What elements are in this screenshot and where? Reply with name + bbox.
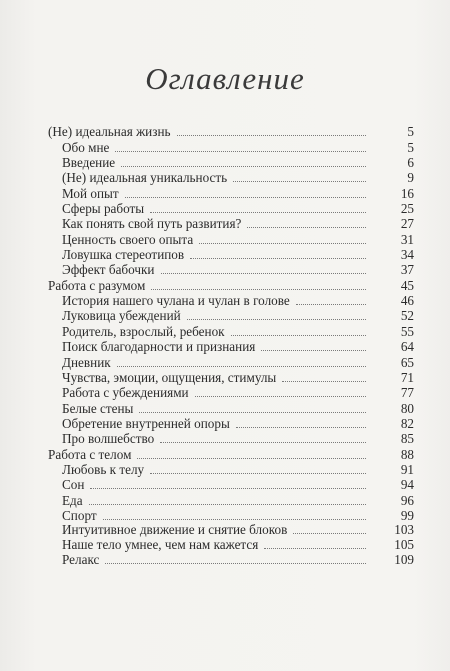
- toc-section: [0, 124, 450, 139]
- dot-leader: [161, 272, 367, 274]
- dot-leader: [261, 349, 366, 351]
- dot-leader: [137, 457, 366, 459]
- toc-page-number: 45: [400, 277, 414, 293]
- toc-page-number: 71: [400, 369, 414, 385]
- dot-leader: [264, 547, 366, 549]
- toc-entry-title: Чувства, эмоции, ощущения, стимулы: [62, 369, 277, 385]
- toc-entry: [0, 492, 450, 507]
- toc-entry-title: Мой опыт: [62, 185, 119, 201]
- toc-page-number: 9: [407, 170, 414, 186]
- toc-entry-title: Родитель, взрослый, ребенок: [62, 323, 225, 339]
- toc-page-number: 55: [400, 323, 414, 339]
- toc-entry-title: Обретение внутренней опоры: [62, 415, 230, 431]
- toc-page-number: 82: [400, 415, 414, 431]
- toc-entry-title: Работа с убеждениями: [62, 385, 189, 401]
- toc-entry-title: Поиск благодарности и признания: [62, 339, 256, 355]
- toc-entry: [0, 216, 450, 231]
- toc-page-number: 6: [407, 155, 414, 171]
- toc-page-number: 34: [400, 247, 414, 263]
- toc-page-number: 109: [394, 552, 414, 568]
- dot-leader: [121, 165, 366, 167]
- dot-leader: [293, 532, 366, 534]
- toc-page-number: 103: [394, 522, 414, 538]
- dot-leader: [199, 242, 366, 244]
- dot-leader: [296, 303, 366, 305]
- toc-entry: [0, 155, 450, 170]
- toc-entry: [0, 185, 450, 200]
- toc-entry: [0, 477, 450, 492]
- toc-section: [0, 446, 450, 461]
- toc-entry-title: Сон: [62, 477, 85, 493]
- toc-page-number: 27: [400, 216, 414, 232]
- dot-leader: [195, 395, 366, 397]
- dot-leader: [115, 150, 366, 152]
- dot-leader: [177, 134, 366, 136]
- toc-page-number: 91: [400, 461, 414, 477]
- toc-entry: [0, 508, 450, 523]
- toc-entry: [0, 523, 450, 538]
- toc-page-number: 5: [407, 139, 414, 155]
- dot-leader: [247, 226, 366, 228]
- toc-entry: [0, 462, 450, 477]
- toc-entry: [0, 552, 450, 567]
- toc-entry-title: Наше тело умнее, чем нам кажется: [62, 536, 259, 552]
- toc-entry: [0, 385, 450, 400]
- dot-leader: [105, 562, 366, 564]
- dot-leader: [231, 334, 366, 336]
- toc-page-number: 80: [400, 400, 414, 416]
- dot-leader: [125, 196, 366, 198]
- toc-entry: [0, 247, 450, 262]
- dot-leader: [89, 503, 366, 505]
- page-title: Оглавление: [145, 60, 305, 96]
- toc-entry: [0, 201, 450, 216]
- toc-entry-title: Любовь к телу: [62, 461, 145, 477]
- toc-page-number: 85: [400, 431, 414, 447]
- dot-leader: [160, 441, 366, 443]
- dot-leader: [236, 426, 366, 428]
- toc-entry: [0, 370, 450, 385]
- toc-page-number: 96: [400, 492, 414, 508]
- toc-page-number: 105: [394, 536, 414, 552]
- toc-page-number: 99: [400, 507, 414, 523]
- toc-entry: [0, 293, 450, 308]
- dot-leader: [90, 487, 366, 489]
- toc-page-number: 94: [400, 477, 414, 493]
- dot-leader: [150, 472, 366, 474]
- toc-entry: [0, 431, 450, 446]
- toc-page-number: 77: [400, 385, 414, 401]
- toc-entry-title: Эффект бабочки: [62, 262, 155, 278]
- dot-leader: [190, 257, 366, 259]
- toc-entry-title: Обо мне: [62, 139, 110, 155]
- toc-page-number: 25: [400, 201, 414, 217]
- table-of-contents: [0, 124, 450, 567]
- toc-entry-title: Дневник: [62, 354, 111, 370]
- toc-entry-title: Спорт: [62, 507, 97, 523]
- dot-leader: [150, 211, 366, 213]
- toc-page-number: 37: [400, 262, 414, 278]
- toc-entry: [0, 339, 450, 354]
- toc-entry-title: Введение: [62, 155, 116, 171]
- toc-entry: [0, 537, 450, 552]
- toc-entry-title: Еда: [62, 492, 83, 508]
- toc-page-number: 64: [400, 339, 414, 355]
- toc-entry: [0, 308, 450, 323]
- toc-section: [0, 277, 450, 292]
- toc-entry-title: Работа с телом: [48, 446, 132, 462]
- toc-entry-title: (Не) идеальная жизнь: [48, 124, 171, 140]
- dot-leader: [117, 365, 366, 367]
- dot-leader: [187, 318, 366, 320]
- toc-entry-title: Работа с разумом: [48, 277, 146, 293]
- toc-entry-title: Луковица убеждений: [62, 308, 181, 324]
- toc-entry: [0, 170, 450, 185]
- toc-entry: [0, 139, 450, 154]
- toc-page-number: 46: [400, 293, 414, 309]
- toc-page-number: 88: [400, 446, 414, 462]
- dot-leader: [151, 288, 366, 290]
- toc-entry-title: Ловушка стереотипов: [62, 247, 185, 263]
- toc-page-number: 65: [400, 354, 414, 370]
- toc-entry-title: Про волшебство: [62, 431, 155, 447]
- toc-entry: [0, 416, 450, 431]
- toc-entry-title: Сферы работы: [62, 201, 145, 217]
- toc-page-number: 5: [407, 124, 414, 140]
- toc-entry-title: Интуитивное движение и снятие блоков: [62, 522, 288, 538]
- toc-entry-title: (Не) идеальная уникальность: [62, 170, 228, 186]
- toc-entry-title: Релакс: [62, 552, 100, 568]
- toc-entry: [0, 231, 450, 246]
- dot-leader: [103, 518, 366, 520]
- toc-entry-title: Ценность своего опыта: [62, 231, 194, 247]
- toc-page-number: 16: [400, 185, 414, 201]
- toc-entry-title: Как понять свой путь развития?: [62, 216, 242, 232]
- toc-entry: [0, 400, 450, 415]
- dot-leader: [139, 411, 366, 413]
- dot-leader: [233, 180, 366, 182]
- dot-leader: [282, 380, 366, 382]
- toc-entry-title: Белые стены: [62, 400, 134, 416]
- toc-page-number: 52: [400, 308, 414, 324]
- toc-entry-title: История нашего чулана и чулан в голове: [62, 293, 290, 309]
- toc-entry: [0, 262, 450, 277]
- toc-page-number: 31: [400, 231, 414, 247]
- toc-entry: [0, 354, 450, 369]
- toc-entry: [0, 323, 450, 338]
